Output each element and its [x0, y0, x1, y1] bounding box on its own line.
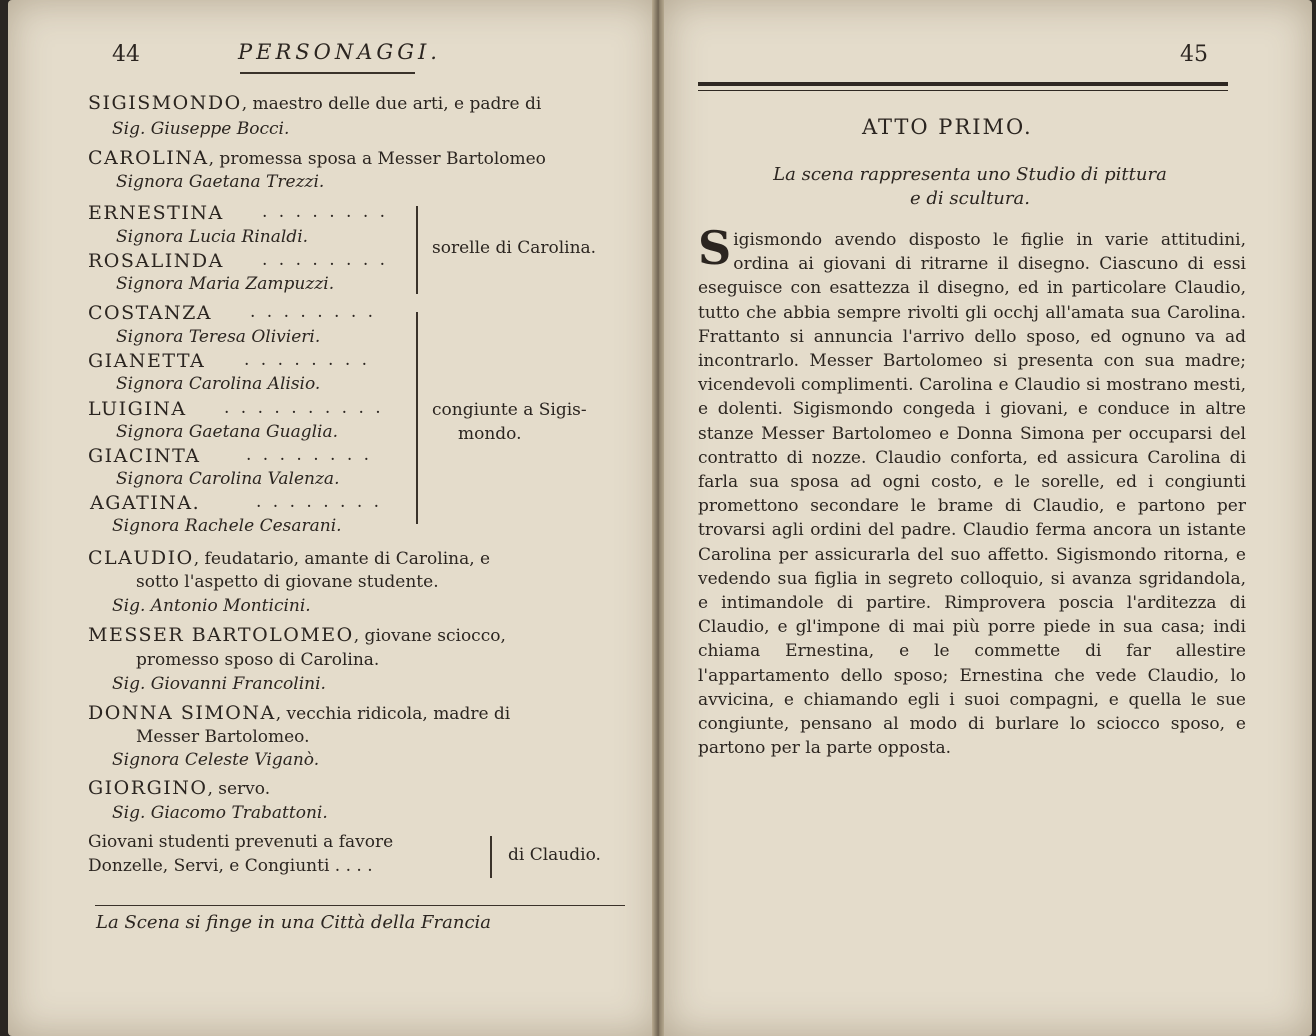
cast-entry-claudio	[88, 547, 490, 569]
leader-dots: . . . . . . . .	[256, 492, 383, 512]
actor-name: Signora Lucia Rinaldi.	[116, 227, 309, 247]
group-label-relatives: congiunte a Sigis-	[432, 400, 587, 420]
leader-dots: . . . . . . . .	[262, 250, 389, 270]
drop-cap: S	[698, 221, 732, 275]
chorus-target: di Claudio.	[508, 845, 601, 865]
group-label-relatives-cont: mondo.	[458, 424, 522, 444]
actor-name: Signora Carolina Valenza.	[116, 469, 340, 489]
actor-name: Signora Gaetana Guaglia.	[116, 422, 339, 442]
scene-description-cont: e di scultura.	[910, 188, 1030, 209]
character-name: GIANETTA	[88, 350, 206, 372]
character-desc-cont: sotto l'aspetto di giovane studente.	[136, 572, 439, 592]
page-header: PERSONAGGI.	[238, 40, 441, 64]
footer-rule	[95, 905, 625, 906]
leader-dots: . . . . . . . .	[244, 350, 371, 370]
actor-name: Sig. Giacomo Trabattoni.	[112, 803, 328, 823]
act-title: ATTO PRIMO.	[862, 115, 1033, 139]
group-label-sisters: sorelle di Carolina.	[432, 238, 597, 258]
chorus-line-1: Giovani studenti prevenuti a favore	[88, 832, 394, 852]
character-name: GIORGINO	[88, 777, 208, 799]
header-rule	[240, 72, 415, 74]
synopsis-text: igismondo avendo disposto le figlie in varie attitudini, ordina ai giovani di ritrarne il disegno. Ciascuno di essi eseguisce con esattezza il disegno, ed in particolare Claudio, tutto che abbia sempre rivolti gli occhj all'amata sua Carolina. Frattanto si annuncia l'arrivo dello sposo, ed ognuno va ad incontrarlo. Messer Bartolomeo si presenta con sua madre; vicendevoli complimenti. Carolina e Claudio si mostrano mesti, e dolenti. Sigismondo congeda i giovani, e conduce in altre stanze Messer Bartolomeo e Donna Simona per occuparsi del contratto di nozze. Claudio conforta, ed assicura Carolina di farla sua sposa ad ogni costo, e le sorelle, ed i congiunti promettono secondare le brame di Claudio, e partono per trovarsi agli ordini del padre. Claudio ferma ancora un istante Carolina per assicurarla del suo affetto. Sigismondo ritorna, e vedendo sua figlia in segreto colloquio, si avanza sgridandola, e intimandole di partire. Rimprovera poscia l'arditezza di Claudio, e gl'impone di mai più porre piede in sua casa; indi chiama Ernestina, e le commette di far allestire l'appartamento dello sposo; Ernestina che vede Claudio, lo avvicina, e chiamando egli i suoi compagni, e quella le sue congiunte, pensano al modo di burlare lo sciocco sposo, e partono per la parte opposta.	[698, 230, 1246, 759]
actor-name: Sig. Giuseppe Bocci.	[112, 119, 290, 139]
top-rule-thick	[698, 82, 1228, 86]
scene-description: La scena rappresenta uno Studio di pittura	[773, 164, 1167, 185]
character-name: LUIGINA	[88, 398, 187, 420]
character-name: CLAUDIO	[88, 547, 194, 569]
character-name: COSTANZA	[88, 302, 213, 324]
cast-entry-simona	[88, 702, 510, 724]
character-desc: , giovane sciocco,	[353, 626, 506, 646]
actor-name: Sig. Giovanni Francolini.	[112, 674, 326, 694]
sisters-brace	[408, 206, 418, 294]
character-desc-cont: Messer Bartolomeo.	[136, 727, 310, 747]
character-name: SIGISMONDO	[88, 92, 242, 114]
chorus-brace	[484, 836, 492, 878]
character-name: GIACINTA	[88, 445, 201, 467]
right-page-number: 45	[1180, 42, 1208, 67]
left-page-number: 44	[112, 42, 140, 67]
top-rule-thin	[698, 90, 1228, 91]
cast-entry-carolina	[88, 147, 546, 169]
character-name: CAROLINA	[88, 147, 209, 169]
character-desc: , feudatario, amante di Carolina, e	[193, 549, 491, 569]
relatives-brace	[408, 312, 418, 524]
character-desc-cont: promesso sposo di Carolina.	[136, 650, 380, 670]
cast-entry-bartolomeo	[88, 624, 506, 646]
actor-name: Signora Gaetana Trezzi.	[116, 172, 325, 192]
character-name: ERNESTINA	[88, 202, 224, 224]
actor-name: Signora Rachele Cesarani.	[112, 516, 342, 536]
character-desc: , vecchia ridicola, madre di	[275, 704, 511, 724]
actor-name: Signora Maria Zampuzzi.	[116, 274, 335, 294]
leader-dots: . . . . . . . .	[262, 202, 389, 222]
character-name: DONNA SIMONA	[88, 702, 276, 724]
actor-name: Signora Carolina Alisio.	[116, 374, 321, 394]
leader-dots: . . . . . . . .	[250, 302, 377, 322]
act-synopsis	[698, 221, 1246, 760]
scene-setting: La Scena si finge in una Città della Francia	[96, 912, 492, 933]
leader-dots: . . . . . . . .	[246, 445, 373, 465]
character-name: MESSER BARTOLOMEO	[88, 624, 354, 646]
character-name: ROSALINDA	[88, 250, 224, 272]
character-desc: , servo.	[207, 779, 271, 799]
chorus-line-2: Donzelle, Servi, e Congiunti . . . .	[88, 856, 373, 876]
character-desc: , promessa sposa a Messer Bartolomeo	[208, 149, 546, 169]
leader-dots: . . . . . . . . . .	[224, 398, 384, 418]
cast-entry-giorgino	[88, 777, 270, 799]
actor-name: Sig. Antonio Monticini.	[112, 596, 311, 616]
character-desc: , maestro delle due arti, e padre di	[241, 94, 542, 114]
actor-name: Signora Celeste Viganò.	[112, 750, 320, 770]
character-name: AGATINA.	[90, 492, 201, 514]
cast-entry-sigismondo	[88, 92, 541, 114]
actor-name: Signora Teresa Olivieri.	[116, 327, 321, 347]
